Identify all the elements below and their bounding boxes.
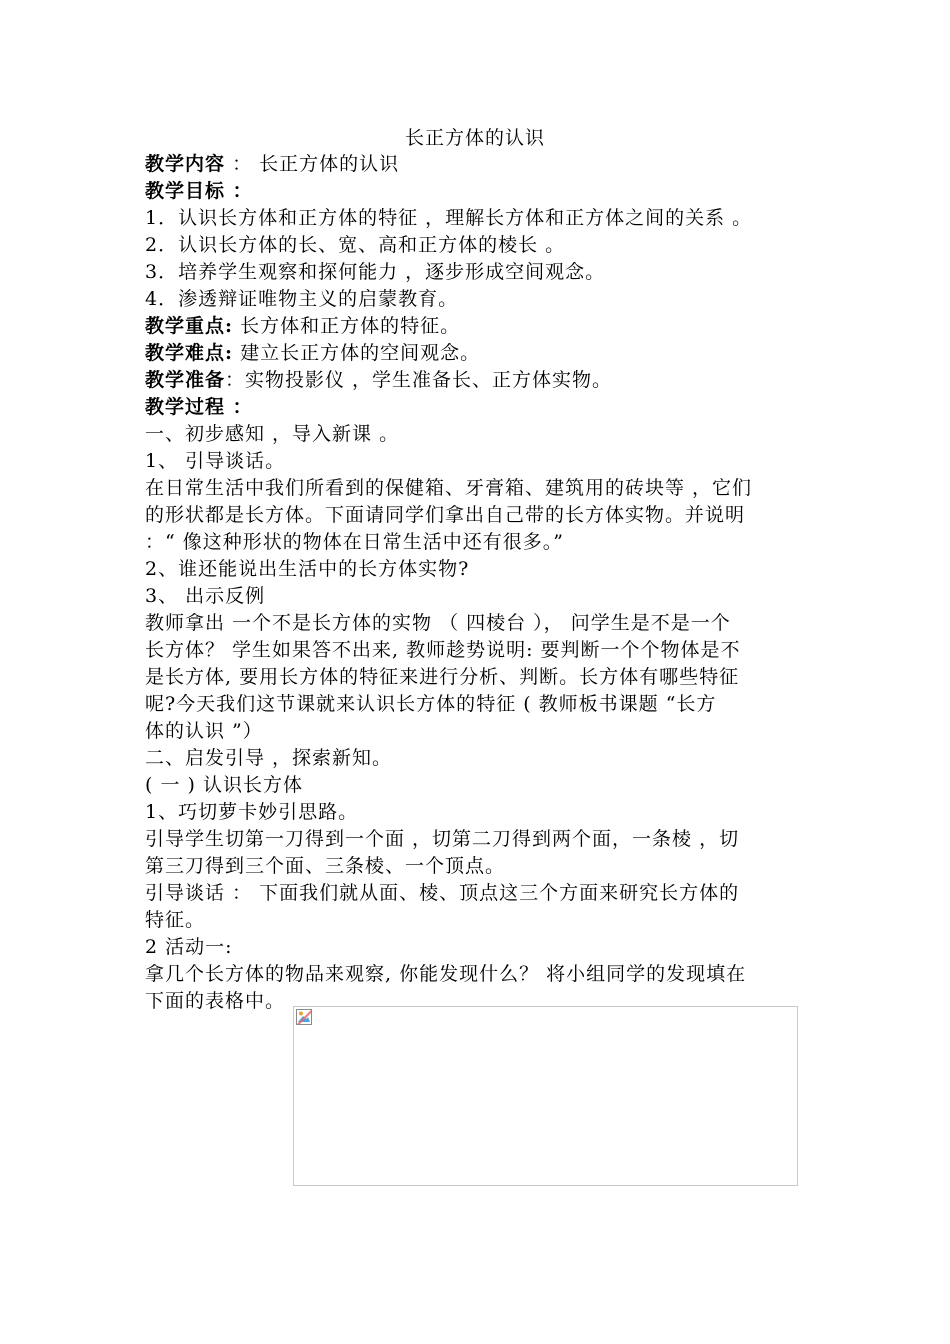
paragraph-line: 呢?今天我们这节课就来认识长方体的特征 ( 教师板书课题 “长方 <box>145 693 717 715</box>
goal-item: 1．认识长方体和正方体的特征 ，理解长方体和正方体之间的关系 。 <box>145 207 753 229</box>
activity-label: 2 活动一: <box>145 936 233 958</box>
document-title: 长正方体的认识 <box>404 127 545 149</box>
paragraph-line: 第三刀得到三个面、三条棱、一个顶点。 <box>145 855 506 877</box>
embedded-table-image <box>293 1006 798 1186</box>
paragraph-line: 拿几个长方体的物品来观察, 你能发现什么？ 将小组同学的发现填在 <box>145 963 747 985</box>
teaching-goals-label: 教学目标 ： <box>145 180 253 202</box>
teaching-key-point-line <box>145 313 815 340</box>
goal-item: 4．渗透辩证唯物主义的启蒙教育。 <box>145 288 459 310</box>
paragraph-line: 引导学生切第一刀得到一个面 ，切第二刀得到两个面，一条棱 ，切 <box>145 828 740 850</box>
document-body <box>145 151 815 1015</box>
teaching-difficulty-label: 教学难点: <box>145 342 234 364</box>
teaching-content-label: 教学内容 <box>145 153 226 175</box>
teaching-prep-value: ：实物投影仪 ，学生准备长、正方体实物。 <box>225 369 613 391</box>
paragraph-line: 长方体？ 学生如果答不出来, 教师趁势说明: 要判断一个个物体是不 <box>145 639 741 661</box>
paragraph-line: 下面的表格中。 <box>145 990 286 1012</box>
goal-item: 3．培养学生观察和探何能力 ，逐步形成空间观念。 <box>145 261 606 283</box>
teaching-content-value: 长正方体的认识 <box>259 153 400 175</box>
teaching-content-line <box>145 151 815 178</box>
list-item: 2、谁还能说出生活中的长方体实物? <box>145 558 470 580</box>
teaching-process-label: 教学过程 ： <box>145 396 253 418</box>
list-item: 1、巧切萝卡妙引思路。 <box>145 801 359 823</box>
teaching-prep-line <box>145 367 815 394</box>
teaching-prep-label: 教学准备 <box>145 369 226 391</box>
broken-image-icon <box>296 1009 312 1025</box>
paragraph-line: 引导谈话 ： 下面我们就从面、棱、顶点这三个方面来研究长方体的 <box>145 882 740 904</box>
section-heading: 二、启发引导 ，探索新知。 <box>145 747 393 769</box>
paragraph-line: 是长方体, 要用长方体的特征来进行分析、判断。长方体有哪些特征 <box>145 666 740 688</box>
section-heading: 一、初步感知 ，导入新课 。 <box>145 423 400 445</box>
paragraph-line: 在日常生活中我们所看到的保健箱、牙膏箱、建筑用的砖块等 ，它们 <box>145 477 753 499</box>
list-item: 3、 出示反例 <box>145 585 266 607</box>
list-item: 1、 引导谈话。 <box>145 450 286 472</box>
paragraph-line: 体的认识 ”） <box>145 720 263 742</box>
teaching-key-point-label: 教学重点: <box>145 315 234 337</box>
paragraph-line: ：“ 像这种形状的物体在日常生活中还有很多。” <box>145 531 564 553</box>
teaching-key-point-value: 长方体和正方体的特征。 <box>240 315 461 337</box>
teaching-difficulty-value: 建立长正方体的空间观念。 <box>240 342 481 364</box>
subsection-heading: ( 一 ) 认识长方体 <box>145 774 303 796</box>
paragraph-line: 的形状都是长方体。下面请同学们拿出自己带的长方体实物。并说明 <box>145 504 746 526</box>
goal-item: 2．认识长方体的长、宽、高和正方体的棱长 。 <box>145 234 566 256</box>
paragraph-line: 特征。 <box>145 909 206 931</box>
paragraph-line: 教师拿出 一个不是长方体的实物 （ 四棱台 ）， 问学生是不是一个 <box>145 612 731 634</box>
teaching-difficulty-line <box>145 340 815 367</box>
teaching-content-separator: ： <box>232 153 253 175</box>
